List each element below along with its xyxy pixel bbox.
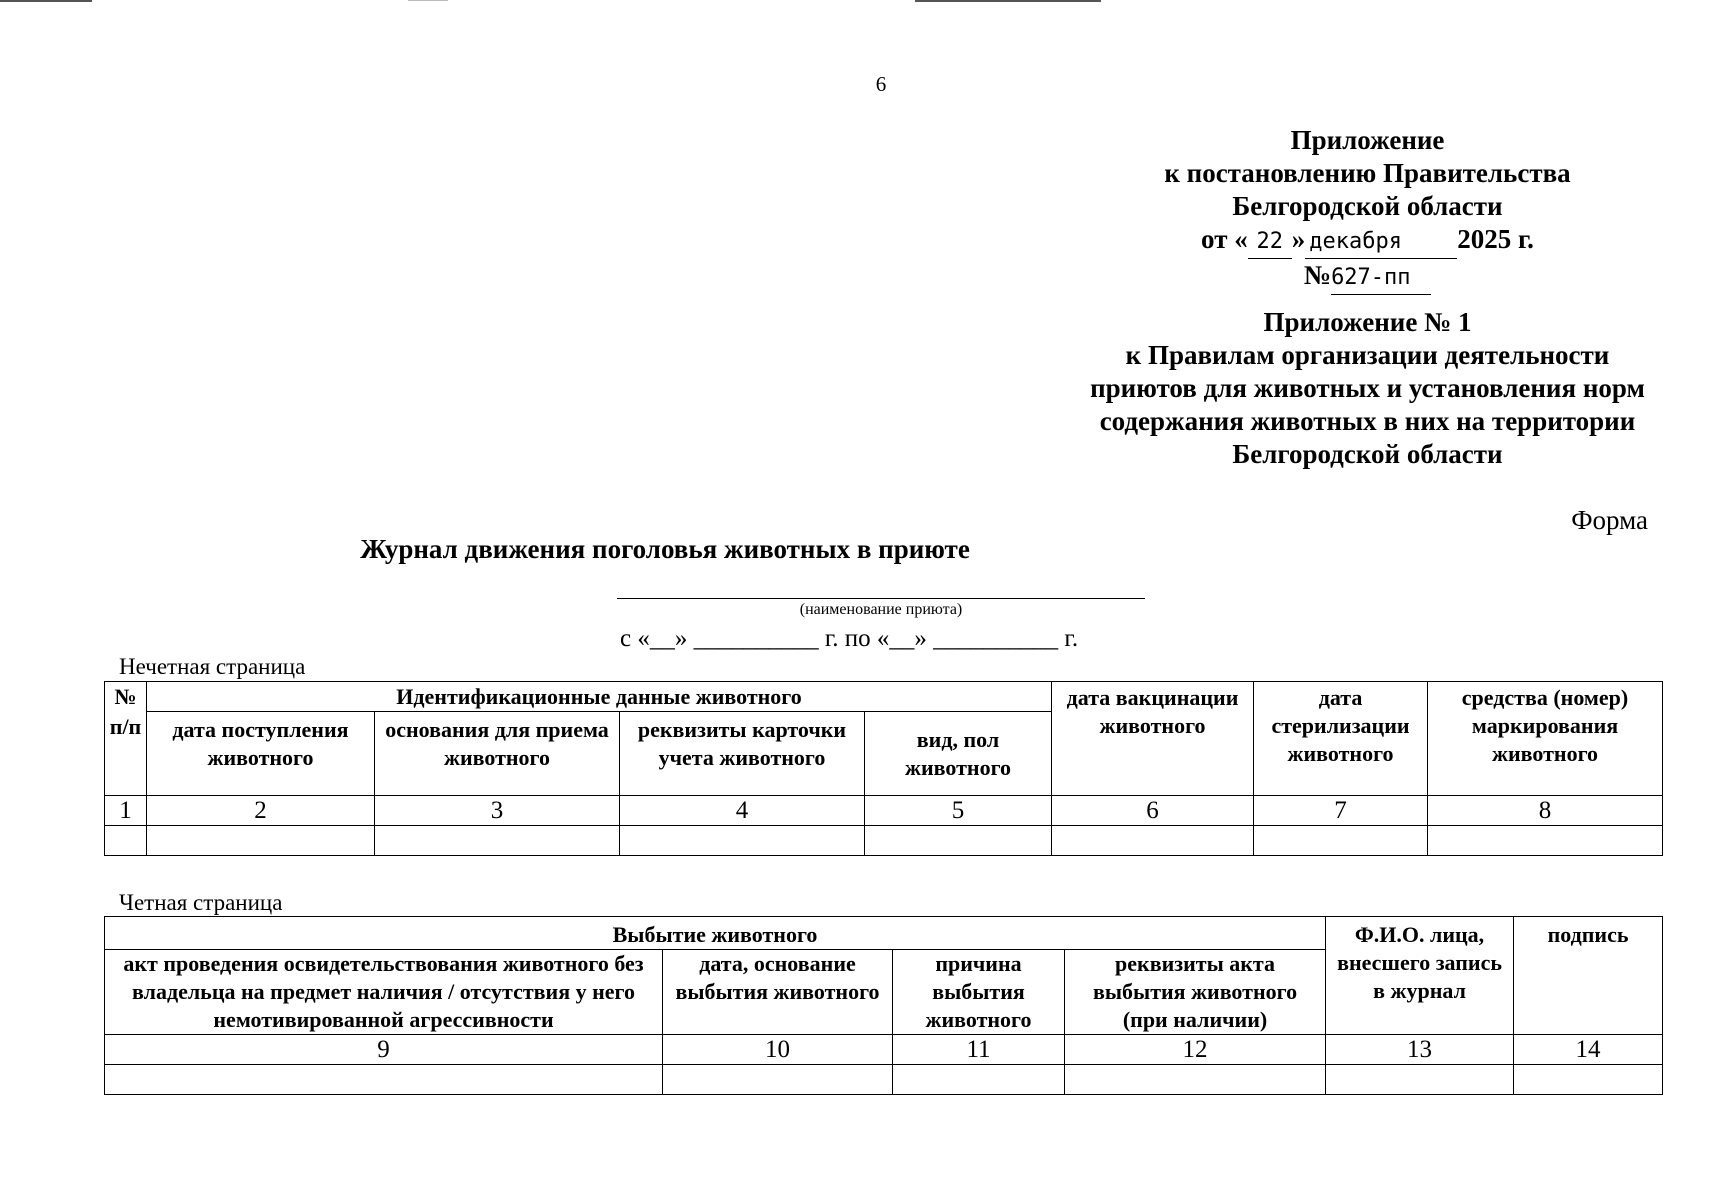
approval-number (1010, 259, 1712, 295)
column-header-aggression-act: акт проведения освидетельствования животного без владельца на предмет наличия / отсутствия у него немотивированной агрессивности (105, 950, 663, 1035)
date-prefix: от « (1201, 224, 1248, 254)
table-cell-empty[interactable] (375, 826, 620, 856)
period-line: с «__» __________ г. по «__» __________ г. (620, 625, 1079, 652)
document-number: 627-пп (1331, 261, 1431, 295)
table-cell-empty[interactable] (105, 1065, 663, 1095)
table-cell-empty[interactable] (1065, 1065, 1326, 1095)
date-quote-close: » (1291, 224, 1306, 254)
table-cell-empty[interactable] (1254, 826, 1428, 856)
column-group-disposal: Выбытие животного (105, 917, 1326, 950)
column-header-signature: подпись (1514, 917, 1663, 1035)
table-cell-empty[interactable] (1428, 826, 1663, 856)
annex-block (1010, 306, 1712, 471)
column-header-disposal-reason: причина выбытия животного (893, 950, 1065, 1035)
column-number: 8 (1428, 796, 1663, 826)
column-number: 1 (105, 796, 147, 826)
column-number: 5 (865, 796, 1052, 826)
table-cell-empty[interactable] (865, 826, 1052, 856)
column-number: 3 (375, 796, 620, 826)
date-month: декабря (1305, 225, 1457, 259)
column-number: 4 (620, 796, 865, 826)
shelter-caption: (наименование приюта) (799, 601, 963, 618)
scan-edge-mark (915, 0, 1101, 2)
annex-line: к Правилам организации деятельности (1125, 340, 1610, 370)
column-number: 6 (1052, 796, 1254, 826)
annex-line: приютов для животных и установления норм (1090, 373, 1645, 403)
shelter-name-field (617, 598, 1145, 599)
journal-title: Журнал движения поголовья животных в приюте (360, 534, 970, 564)
table-cell-empty[interactable] (1052, 826, 1254, 856)
column-number: 14 (1514, 1035, 1663, 1065)
column-header-admission-grounds: основания для приема животного (375, 712, 620, 796)
scan-edge-mark (0, 0, 92, 2)
approval-block (1010, 124, 1712, 295)
column-group-identification: Идентификационные данные животного (147, 682, 1052, 712)
column-number: 2 (147, 796, 375, 826)
column-header-arrival-date: дата поступления животного (147, 712, 375, 796)
column-header-number: № п/п (105, 682, 147, 796)
odd-page-label: Нечетная страница (119, 654, 306, 679)
approval-line: к постановлению Правительства (1164, 158, 1571, 188)
annex-line: содержания животных в них на территории (1099, 406, 1636, 436)
date-day: 22 (1248, 225, 1292, 259)
column-number: 12 (1065, 1035, 1326, 1065)
column-header-disposal-date: дата, основание выбытия животного (663, 950, 893, 1035)
column-header-vaccination: дата вакцинации животного (1052, 682, 1254, 796)
approval-title: Приложение (1290, 125, 1445, 155)
column-number: 11 (893, 1035, 1065, 1065)
number-prefix: № (1303, 260, 1332, 290)
table-cell-empty[interactable] (1326, 1065, 1514, 1095)
table-cell-empty[interactable] (663, 1065, 893, 1095)
approval-line: Белгородской области (1232, 191, 1503, 221)
even-page-label: Четная страница (119, 890, 283, 915)
column-header-species-sex: вид, пол животного (865, 712, 1052, 796)
annex-title: Приложение № 1 (1263, 307, 1472, 337)
column-header-sterilization: дата стерилизации животного (1254, 682, 1428, 796)
table-cell-empty[interactable] (1514, 1065, 1663, 1095)
odd-page-table (104, 681, 1663, 856)
table-cell-empty[interactable] (893, 1065, 1065, 1095)
even-page-table (104, 916, 1663, 1095)
table-cell-empty[interactable] (105, 826, 147, 856)
column-number: 7 (1254, 796, 1428, 826)
page-number: 6 (875, 72, 887, 96)
scan-edge-mark (408, 0, 448, 1)
annex-line: Белгородской области (1232, 439, 1503, 469)
table-cell-empty[interactable] (147, 826, 375, 856)
column-number: 13 (1326, 1035, 1514, 1065)
column-header-person: Ф.И.О. лица, внесшего запись в журнал (1326, 917, 1514, 1035)
column-header-card-details: реквизиты карточки учета животного (620, 712, 865, 796)
column-number: 10 (663, 1035, 893, 1065)
date-year: 2025 г. (1457, 224, 1534, 254)
form-label: Форма (1571, 505, 1648, 535)
approval-date (1010, 223, 1712, 259)
column-header-marking: средства (номер) маркирования животного (1428, 682, 1663, 796)
column-header-disposal-act: реквизиты акта выбытия животного (при наличии) (1065, 950, 1326, 1035)
column-number: 9 (105, 1035, 663, 1065)
table-cell-empty[interactable] (620, 826, 865, 856)
